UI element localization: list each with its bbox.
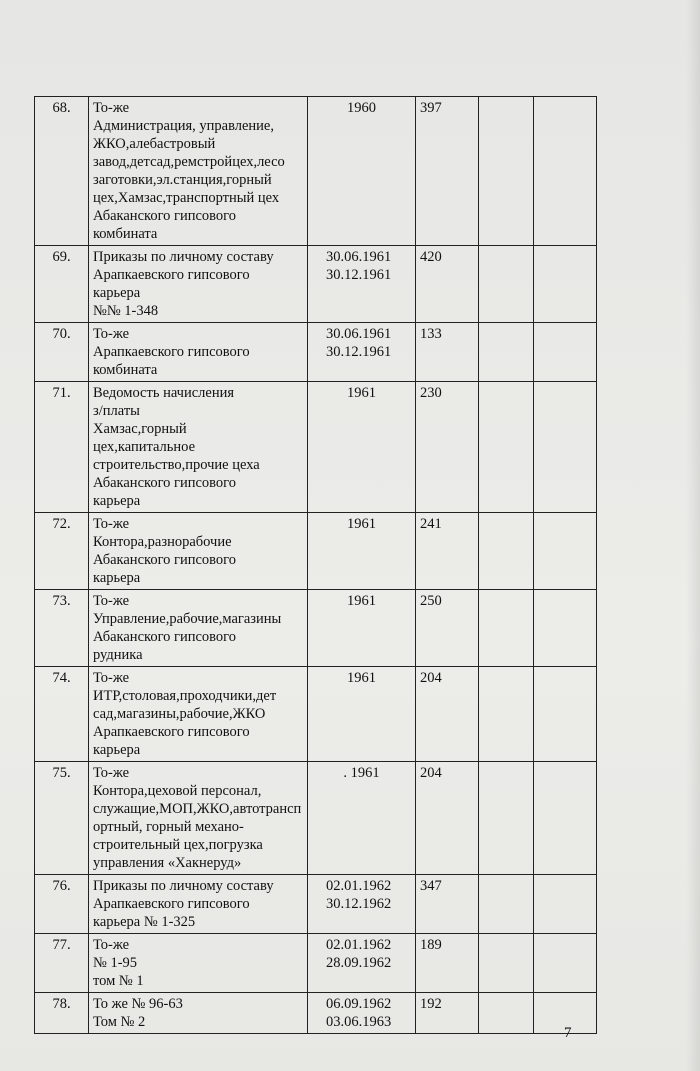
row-number-cell: 72. — [35, 513, 89, 590]
file-title-line: То-же — [93, 100, 130, 116]
file-title-line: карьера — [93, 493, 141, 509]
date-value: 30.12.1961 — [326, 344, 392, 360]
file-title-line: № 1-95 — [93, 955, 138, 971]
sheet-count-cell: 192 — [416, 993, 479, 1034]
date-range-cell — [308, 934, 416, 993]
date-range-cell — [308, 246, 416, 323]
empty-cell — [479, 97, 534, 246]
row-number-cell: 68. — [35, 97, 89, 246]
sheet-count-cell: 133 — [416, 323, 479, 382]
file-title-line: Абаканского гипсового — [93, 629, 237, 645]
date-value: 1961 — [347, 593, 376, 609]
empty-cell — [534, 875, 597, 934]
file-title-line: завод,детсад,ремстройцех,лесо — [93, 154, 285, 170]
file-title-line: Приказы по личному составу — [93, 878, 274, 894]
file-title-line: цех,капитальное — [93, 439, 196, 455]
table-row — [35, 993, 597, 1034]
file-title-line: Том № 2 — [93, 1014, 146, 1030]
table-row — [35, 762, 597, 875]
file-title-line: Абаканского гипсового — [93, 208, 237, 224]
file-title-line: ИТР,столовая,проходчики,дет — [93, 688, 277, 704]
sheet-count-cell: 241 — [416, 513, 479, 590]
date-range-cell — [308, 993, 416, 1034]
empty-cell — [534, 382, 597, 513]
sheet-count-cell: 230 — [416, 382, 479, 513]
row-number-cell: 71. — [35, 382, 89, 513]
file-title-line: рудника — [93, 647, 143, 663]
empty-cell — [479, 993, 534, 1034]
table-row — [35, 323, 597, 382]
empty-cell — [479, 513, 534, 590]
file-title-cell — [89, 590, 308, 667]
row-number-cell: 75. — [35, 762, 89, 875]
file-title-line: карьера — [93, 742, 141, 758]
date-value: 02.01.1962 — [326, 878, 392, 894]
file-title-line: Арапкаевского гипсового — [93, 724, 250, 740]
date-value: 30.06.1961 — [326, 326, 392, 342]
sheet-count-cell: 204 — [416, 762, 479, 875]
file-title-line: служащие,МОП,ЖКО,автотрансп — [93, 801, 302, 817]
page-number: 7 — [564, 1025, 572, 1041]
file-title-cell — [89, 97, 308, 246]
date-value: 28.09.1962 — [326, 955, 392, 971]
file-title-line: Администрация, управление, — [93, 118, 274, 134]
file-title-line: строительство,прочие цеха — [93, 457, 260, 473]
empty-cell — [534, 934, 597, 993]
empty-cell — [534, 323, 597, 382]
file-title-line: Абаканского гипсового — [93, 552, 237, 568]
sheet-count-cell: 204 — [416, 667, 479, 762]
file-title-line: заготовки,эл.станция,горный — [93, 172, 272, 188]
file-title-cell — [89, 875, 308, 934]
table-row — [35, 97, 597, 246]
date-range-cell — [308, 667, 416, 762]
file-title-line: То-же — [93, 937, 130, 953]
archive-inventory-table — [34, 96, 597, 1034]
file-title-line: То же № 96-63 — [93, 996, 183, 1012]
empty-cell — [479, 934, 534, 993]
file-title-line: комбината — [93, 226, 158, 242]
date-range-cell — [308, 875, 416, 934]
sheet-count-cell: 420 — [416, 246, 479, 323]
date-range-cell — [308, 382, 416, 513]
empty-cell — [479, 590, 534, 667]
page-edge-shadow — [686, 0, 700, 1071]
date-range-cell — [308, 97, 416, 246]
empty-cell — [534, 246, 597, 323]
file-title-line: карьера — [93, 570, 141, 586]
table-row — [35, 667, 597, 762]
sheet-count-cell: 347 — [416, 875, 479, 934]
file-title-cell — [89, 323, 308, 382]
file-title-line: карьера № 1-325 — [93, 914, 196, 930]
row-number-cell: 70. — [35, 323, 89, 382]
date-value: 1961 — [347, 516, 376, 532]
file-title-line: сад,магазины,рабочие,ЖКО — [93, 706, 266, 722]
file-title-line: Управление,рабочие,магазины — [93, 611, 282, 627]
table-row — [35, 382, 597, 513]
empty-cell — [534, 513, 597, 590]
file-title-line: з/платы — [93, 403, 140, 419]
empty-cell — [479, 382, 534, 513]
date-value: 1960 — [347, 100, 376, 116]
file-title-line: ортный, горный механо- — [93, 819, 244, 835]
table-row — [35, 513, 597, 590]
file-title-line: Арапкаевского гипсового — [93, 267, 250, 283]
date-value: 02.01.1962 — [326, 937, 392, 953]
file-title-line: Арапкаевского гипсового — [93, 896, 250, 912]
empty-cell — [479, 246, 534, 323]
file-title-line: Приказы по личному составу — [93, 249, 274, 265]
empty-cell — [534, 590, 597, 667]
empty-cell — [479, 762, 534, 875]
file-title-cell — [89, 934, 308, 993]
table-row — [35, 246, 597, 323]
file-title-line: То-же — [93, 670, 130, 686]
file-title-line: строительный цех,погрузка — [93, 837, 263, 853]
row-number-cell: 77. — [35, 934, 89, 993]
file-title-line: комбината — [93, 362, 158, 378]
table-row — [35, 934, 597, 993]
file-title-line: карьера — [93, 285, 141, 301]
row-number-cell: 76. — [35, 875, 89, 934]
empty-cell — [479, 875, 534, 934]
file-title-line: управления «Хакнеруд» — [93, 855, 242, 871]
table-body — [35, 97, 597, 1034]
date-value: 1961 — [347, 385, 376, 401]
date-value: 06.09.1962 — [326, 996, 392, 1012]
empty-cell — [479, 323, 534, 382]
file-title-line: То-же — [93, 326, 130, 342]
sheet-count-cell: 397 — [416, 97, 479, 246]
file-title-line: То-же — [93, 516, 130, 532]
file-title-cell — [89, 382, 308, 513]
date-range-cell — [308, 323, 416, 382]
row-number-cell: 78. — [35, 993, 89, 1034]
sheet-count-cell: 250 — [416, 590, 479, 667]
row-number-cell: 73. — [35, 590, 89, 667]
table-row — [35, 590, 597, 667]
date-value: 30.12.1961 — [326, 267, 392, 283]
file-title-cell — [89, 667, 308, 762]
date-range-cell — [308, 762, 416, 875]
file-title-line: ЖКО,алебастровый — [93, 136, 216, 152]
file-title-line: цех,Хамзас,транспортный цех — [93, 190, 280, 206]
date-value: 30.12.1962 — [326, 896, 392, 912]
date-value: 1961 — [347, 670, 376, 686]
file-title-line: №№ 1-348 — [93, 303, 159, 319]
file-title-cell — [89, 993, 308, 1034]
file-title-cell — [89, 246, 308, 323]
file-title-line: Хамзас,горный — [93, 421, 187, 437]
empty-cell — [534, 762, 597, 875]
table-row — [35, 875, 597, 934]
date-value: 03.06.1963 — [326, 1014, 392, 1030]
empty-cell — [534, 97, 597, 246]
file-title-cell — [89, 513, 308, 590]
file-title-line: Контора,разнорабочие — [93, 534, 232, 550]
empty-cell — [534, 667, 597, 762]
file-title-line: Абаканского гипсового — [93, 475, 237, 491]
file-title-line: том № 1 — [93, 973, 144, 989]
row-number-cell: 69. — [35, 246, 89, 323]
empty-cell — [479, 667, 534, 762]
file-title-cell — [89, 762, 308, 875]
row-number-cell: 74. — [35, 667, 89, 762]
date-value: 30.06.1961 — [326, 249, 392, 265]
date-value: . 1961 — [343, 765, 380, 781]
file-title-line: То-же — [93, 765, 130, 781]
file-title-line: Контора,цеховой персонал, — [93, 783, 262, 799]
file-title-line: Арапкаевского гипсового — [93, 344, 250, 360]
date-range-cell — [308, 513, 416, 590]
date-range-cell — [308, 590, 416, 667]
sheet-count-cell: 189 — [416, 934, 479, 993]
file-title-line: Ведомость начисления — [93, 385, 235, 401]
file-title-line: То-же — [93, 593, 130, 609]
